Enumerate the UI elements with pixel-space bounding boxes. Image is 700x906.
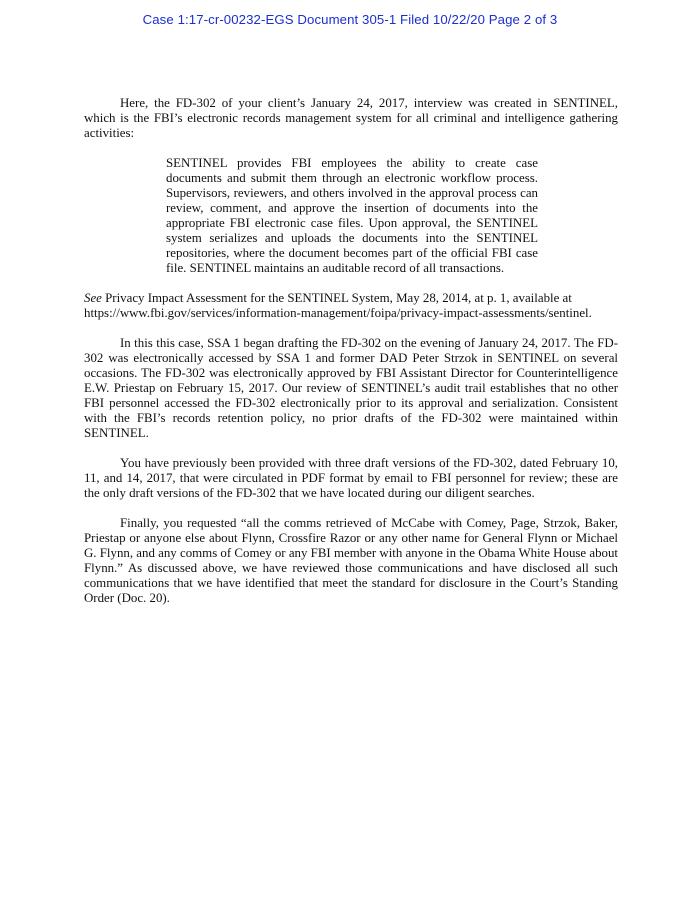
citation — [84, 291, 618, 321]
block-quote-sentinel: SENTINEL provides FBI employees the ability to create case documents and submit them through an electronic workflow process. Supervisors, reviewers, and others involved in the approval process can review, comment, and approve the insertion of documents into the appropriate FBI electronic case files. Upon approval, the SENTINEL system serializes and uploads the documents into the SENTINEL repositories, where the document becomes part of the official FBI case file. SENTINEL maintains an auditable record of all transactions. — [166, 156, 538, 275]
paragraph-draft-versions: You have previously been provided with three draft versions of the FD-302, dated February 10, 11, and 14, 2017, that were circulated in PDF format by email to FBI personnel for review; these are the only draft versions of the FD-302 that we have located during our diligent searches. — [84, 456, 618, 500]
citation-text: Privacy Impact Assessment for the SENTINEL System, May 28, 2014, at p. 1, available at https://www.fbi.gov/services/information-management/foipa/privacy-impact-assessments/sentinel. — [84, 291, 592, 320]
paragraph-comms-request: Finally, you requested “all the comms retrieved of McCabe with Comey, Page, Strzok, Baker, Priestap or anyone else about Flynn, Crossfire Razor or any other name for General Flynn or Michael G. Flynn, and any comms of Comey or any FBI member with anyone in the Obama White House about Flynn.” As discussed above, we have reviewed those communications and have disclosed all such communications that we have identified that meet the standard for disclosure in the Court’s Standing Order (Doc. 20). — [84, 516, 618, 605]
citation-signal: See — [84, 291, 102, 305]
letter-body — [84, 96, 618, 606]
case-header: Case 1:17-cr-00232-EGS Document 305-1 Filed 10/22/20 Page 2 of 3 — [142, 12, 558, 27]
paragraph-sentinel-intro: Here, the FD-302 of your client’s January 24, 2017, interview was created in SENTINEL, which is the FBI’s electronic records management system for all criminal and intelligence gathering activities: — [84, 96, 618, 140]
paragraph-fd302-access: In this this case, SSA 1 began drafting the FD-302 on the evening of January 24, 2017. The FD-302 was electronically accessed by SSA 1 and former DAD Peter Strzok in SENTINEL on several occasions. The FD-302 was electronically approved by FBI Assistant Director for Counterintelligence E.W. Priestap on February 15, 2017. Our review of SENTINEL’s audit trail establishes that no other FBI personnel accessed the FD-302 electronically prior to its approval and serialization. Consistent with the FBI’s records retention policy, no prior drafts of the FD-302 were maintained within SENTINEL. — [84, 336, 618, 440]
